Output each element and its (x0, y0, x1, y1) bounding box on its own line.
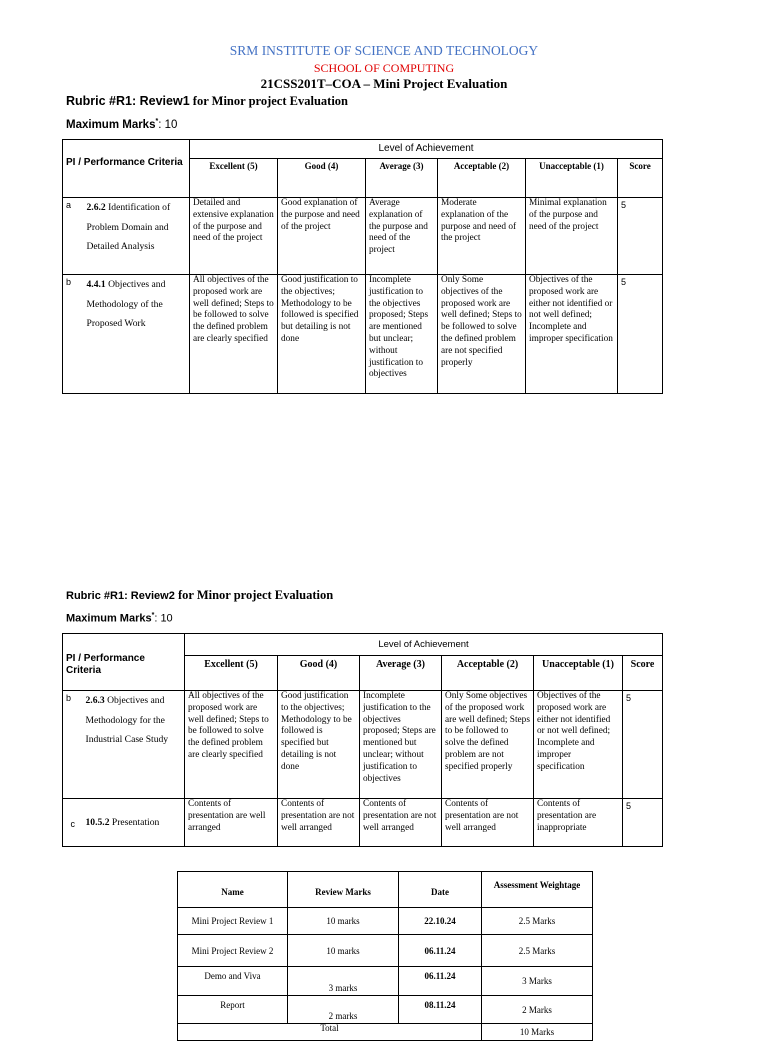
summary-name-cell: Mini Project Review 1 (178, 908, 288, 935)
summary-date-cell: 06.11.24 (399, 935, 482, 967)
table-row (178, 967, 593, 996)
rubric1-col-good: Good (4) (278, 159, 366, 198)
good-cell: Contents of presentation are not well arranged (278, 799, 360, 847)
table-row (63, 691, 663, 799)
rubric1-max-label: Maximum Marks (66, 118, 156, 131)
rubric1-header-row-1 (63, 140, 663, 159)
rubric1-col-unacceptable: Unacceptable (1) (526, 159, 618, 198)
table-row (178, 935, 593, 967)
summary-total-value: 10 Marks (482, 1024, 593, 1041)
criteria-cell (83, 691, 185, 799)
rubric2-header-row-1 (63, 634, 663, 656)
good-cell: Good justification to the objectives; Methodology to be followed is specified but detailing is not done (278, 691, 360, 799)
acceptable-cell: Contents of presentation are not well arranged (442, 799, 534, 847)
rubric2-col-acceptable: Acceptable (2) (442, 656, 534, 691)
excellent-cell: All objectives of the proposed work are well defined; Steps to be followed to solve the defined problem are clearly specified (190, 275, 278, 394)
unacceptable-cell: Contents of presentation are inappropriate (534, 799, 623, 847)
rubric2-col-unacceptable: Unacceptable (1) (534, 656, 623, 691)
table-row (63, 275, 663, 394)
score-cell: 5 (623, 691, 663, 799)
row-index: b (63, 691, 83, 799)
unacceptable-cell: Objectives of the proposed work are either not identified or not well defined; Incomplete and improper specification (526, 275, 618, 394)
rubric2-col-good: Good (4) (278, 656, 360, 691)
criteria-code: 2.6.2 (86, 202, 106, 213)
rubric2-title-lead: Rubric #R1: Review2 (66, 590, 175, 602)
criteria-cell (84, 198, 190, 275)
average-cell: Incomplete justification to the objectives proposed; Steps are mentioned but unclear; without justification to objectives (360, 691, 442, 799)
criteria-code: 4.4.1 (86, 279, 106, 290)
criteria-code: 2.6.3 (85, 695, 105, 706)
table-row (63, 198, 663, 275)
summary-marks-cell: 3 marks (288, 967, 399, 996)
table-row (178, 996, 593, 1024)
criteria-code: 10.5.2 (85, 816, 110, 828)
summary-header-weightage: Assessment Weightage (482, 872, 593, 908)
summary-weightage-cell: 2.5 Marks (482, 908, 593, 935)
good-cell: Good explanation of the purpose and need of the project (278, 198, 366, 275)
summary-marks-cell: 10 marks (288, 935, 399, 967)
rubric1-col-excellent: Excellent (5) (190, 159, 278, 198)
rubric2-table (62, 633, 663, 847)
rubric2-col-excellent: Excellent (5) (185, 656, 278, 691)
row-index: b (63, 275, 84, 394)
rubric1-max-star: * (155, 118, 159, 125)
rubric2-level-header: Level of Achievement (185, 634, 663, 656)
summary-header-date: Date (399, 872, 482, 908)
unacceptable-cell: Objectives of the proposed work are either not identified or not well defined; Incomplete and improper specification (534, 691, 623, 799)
row-index: a (63, 198, 84, 275)
summary-marks-cell: 2 marks (288, 996, 399, 1024)
rubric1-title (66, 94, 348, 109)
criteria-cell (83, 799, 185, 847)
rubric2-max-value: : 10 (154, 612, 173, 625)
rubric1-level-header: Level of Achievement (190, 140, 663, 159)
summary-date-cell: 06.11.24 (399, 967, 482, 996)
summary-name-cell: Demo and Viva (178, 967, 288, 996)
summary-header-row (178, 872, 593, 908)
summary-name-cell: Mini Project Review 2 (178, 935, 288, 967)
good-cell: Good justification to the objectives; Methodology to be followed is specified but detailing is not done (278, 275, 366, 394)
rubric1-max-value: : 10 (158, 118, 178, 131)
summary-name-cell: Report (178, 996, 288, 1024)
summary-header-name: Name (178, 872, 288, 908)
summary-weightage-cell: 2 Marks (482, 996, 593, 1024)
unacceptable-cell: Minimal explanation of the purpose and need of the project (526, 198, 618, 275)
institute-name: SRM INSTITUTE OF SCIENCE AND TECHNOLOGY (229, 43, 539, 58)
table-row (178, 908, 593, 935)
acceptable-cell: Moderate explanation of the purpose and need of the project (438, 198, 526, 275)
rubric1-max-marks (66, 118, 177, 131)
rubric2-title (66, 588, 333, 603)
table-row (63, 799, 663, 847)
summary-total-label: Total (178, 1024, 482, 1041)
criteria-cell (84, 275, 190, 394)
rubric1-col-acceptable: Acceptable (2) (438, 159, 526, 198)
excellent-cell: All objectives of the proposed work are well defined; Steps to be followed to solve the defined problem are clearly specified (185, 691, 278, 799)
criteria-text: Objectives and Methodology for the Industrial Case Study (85, 695, 169, 745)
rubric2-col-average: Average (3) (360, 656, 442, 691)
score-cell: 5 (623, 799, 663, 847)
excellent-cell: Contents of presentation are well arranged (185, 799, 278, 847)
rubric1-pi-header: PI / Performance Criteria (63, 140, 190, 198)
assessment-summary-table (177, 871, 593, 1041)
school-name: SCHOOL OF COMPUTING (313, 61, 455, 75)
acceptable-cell: Only Some objectives of the proposed work are well defined; Steps to be followed to solve the defined problem are not specified properly (438, 275, 526, 394)
summary-total-row (178, 1024, 593, 1041)
rubric2-col-score: Score (623, 656, 663, 691)
average-cell: Incomplete justification to the objectives proposed; Steps are mentioned but unclear; without justification to objectives (366, 275, 438, 394)
average-cell: Average explanation of the purpose and need of the project (366, 198, 438, 275)
summary-date-cell: 08.11.24 (399, 996, 482, 1024)
rubric2-title-trail: for Minor project Evaluation (174, 588, 334, 602)
criteria-text: Presentation (109, 816, 160, 828)
rubric2-max-star: * (151, 612, 155, 619)
rubric1-col-score: Score (618, 159, 663, 198)
rubric1-title-trail: for Minor project Evaluation (189, 94, 348, 108)
rubric2-max-label: Maximum Marks (66, 612, 152, 625)
criteria-text: Objectives and Methodology of the Proposed Work (86, 279, 166, 329)
summary-weightage-cell: 2.5 Marks (482, 935, 593, 967)
average-cell: Contents of presentation are not well arranged (360, 799, 442, 847)
rubric2-pi-header: PI / Performance Criteria (63, 634, 185, 691)
excellent-cell: Detailed and extensive explanation of the purpose and need of the project (190, 198, 278, 275)
summary-header-review-marks: Review Marks (288, 872, 399, 908)
row-index: c (63, 799, 83, 847)
summary-date-cell: 22.10.24 (399, 908, 482, 935)
rubric1-table (62, 139, 663, 394)
rubric1-col-average: Average (3) (366, 159, 438, 198)
summary-weightage-cell: 3 Marks (482, 967, 593, 996)
summary-marks-cell: 10 marks (288, 908, 399, 935)
course-title: 21CSS201T–COA – Mini Project Evaluation (260, 76, 508, 91)
rubric2-max-marks (66, 612, 173, 625)
score-cell: 5 (618, 275, 663, 394)
acceptable-cell: Only Some objectives of the proposed work are well defined; Steps to be followed to solve the defined problem are not specified properly (442, 691, 534, 799)
criteria-text: Identification of Problem Domain and Detailed Analysis (86, 202, 171, 252)
score-cell: 5 (618, 198, 663, 275)
rubric1-title-lead: Rubric #R1: Review1 (66, 94, 190, 108)
